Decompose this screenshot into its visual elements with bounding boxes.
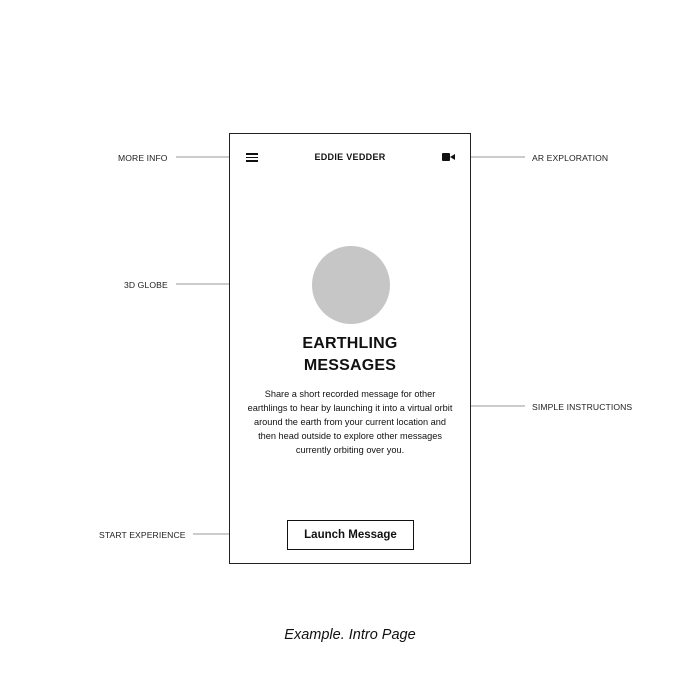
annotation-start-experience: START EXPERIENCE	[99, 530, 186, 540]
page-title	[230, 333, 470, 377]
globe-placeholder[interactable]	[312, 246, 390, 324]
page-title-line-1: EARTHLING	[302, 335, 398, 352]
annotation-more-info: MORE INFO	[118, 153, 168, 163]
app-title: EDDIE VEDDER	[314, 152, 386, 162]
instructions-text: Share a short recorded message for other earthlings to hear by launching it into a virtual orbit around the earth from your current location and then head outside to explore other messages currently orbiting over you.	[247, 389, 453, 455]
annotation-simple-instructions: SIMPLE INSTRUCTIONS	[532, 402, 633, 412]
figure-caption: Example. Intro Page	[284, 627, 416, 643]
video-camera-icon[interactable]	[442, 153, 455, 162]
annotation-3d-globe: 3D GLOBE	[124, 280, 168, 290]
annotation-ar-exploration: AR EXPLORATION	[532, 153, 609, 163]
launch-message-button[interactable]: Launch Message	[287, 520, 414, 550]
phone-screen	[229, 133, 471, 564]
page-title-line-2: MESSAGES	[303, 357, 397, 374]
